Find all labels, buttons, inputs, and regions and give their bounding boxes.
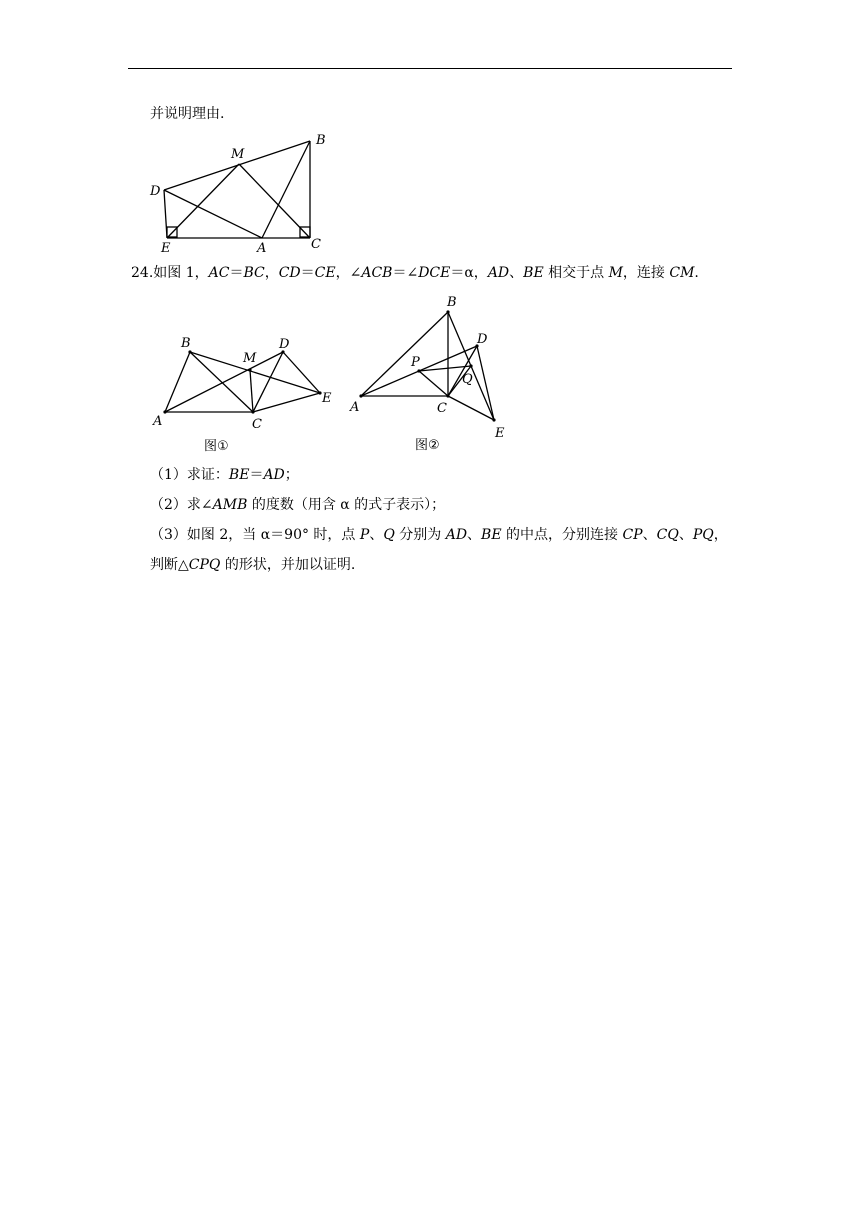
question-1: （1）求证：BE＝AD；: [150, 467, 299, 483]
label-b: B: [316, 133, 326, 148]
label-e: E: [322, 391, 332, 406]
segment-de: [477, 346, 494, 420]
label-p: P: [411, 355, 420, 370]
segment-em: [167, 164, 239, 238]
question-3-line-2: 判断△CPQ 的形状，并加以证明.: [150, 557, 356, 573]
label-c: C: [437, 401, 447, 416]
question-2: （2）求∠AMB 的度数（用含 α 的式子表示）；: [150, 497, 446, 513]
label-c: C: [311, 237, 321, 252]
label-d: D: [477, 332, 488, 347]
question-3-line-1: （3）如图 2，当 α＝90° 时，点 P、Q 分别为 AD、BE 的中点，分别连接 CP、CQ、PQ，: [150, 527, 728, 543]
label-a: A: [257, 241, 267, 256]
label-m: M: [231, 147, 245, 162]
label-a: A: [153, 414, 163, 429]
figure-top: [145, 128, 345, 258]
segment-ab: [262, 141, 310, 238]
label-m: M: [243, 351, 257, 366]
label-d: D: [150, 184, 161, 199]
label-c: C: [252, 417, 262, 432]
label-b: B: [447, 295, 457, 310]
problem-24-statement: 24.如图 1，AC＝BC，CD＝CE，∠ACB＝∠DCE＝α，AD、BE 相交于点 M，连接 CM.: [131, 265, 699, 281]
segment-ab: [165, 352, 190, 412]
figure-2: [345, 290, 515, 453]
label-e: E: [161, 241, 171, 256]
segment-ad: [165, 352, 283, 412]
label-d: D: [279, 337, 290, 352]
segment-mc: [250, 370, 253, 412]
label-q: Q: [462, 372, 473, 387]
segment-ce: [253, 393, 320, 412]
label-a: A: [350, 400, 360, 415]
figure-1-caption: 图①: [204, 439, 229, 454]
figure-1: [150, 333, 340, 453]
intro-line: 并说明理由.: [150, 106, 225, 122]
segment-ab: [361, 312, 448, 396]
segment-cp: [419, 371, 448, 396]
segment-da: [164, 190, 262, 238]
label-b: B: [181, 336, 191, 351]
segment-cd: [253, 352, 283, 412]
label-e: E: [495, 426, 505, 441]
header-rule: [128, 68, 732, 69]
segment-ce: [448, 396, 494, 420]
figure-2-caption: 图②: [415, 438, 440, 453]
